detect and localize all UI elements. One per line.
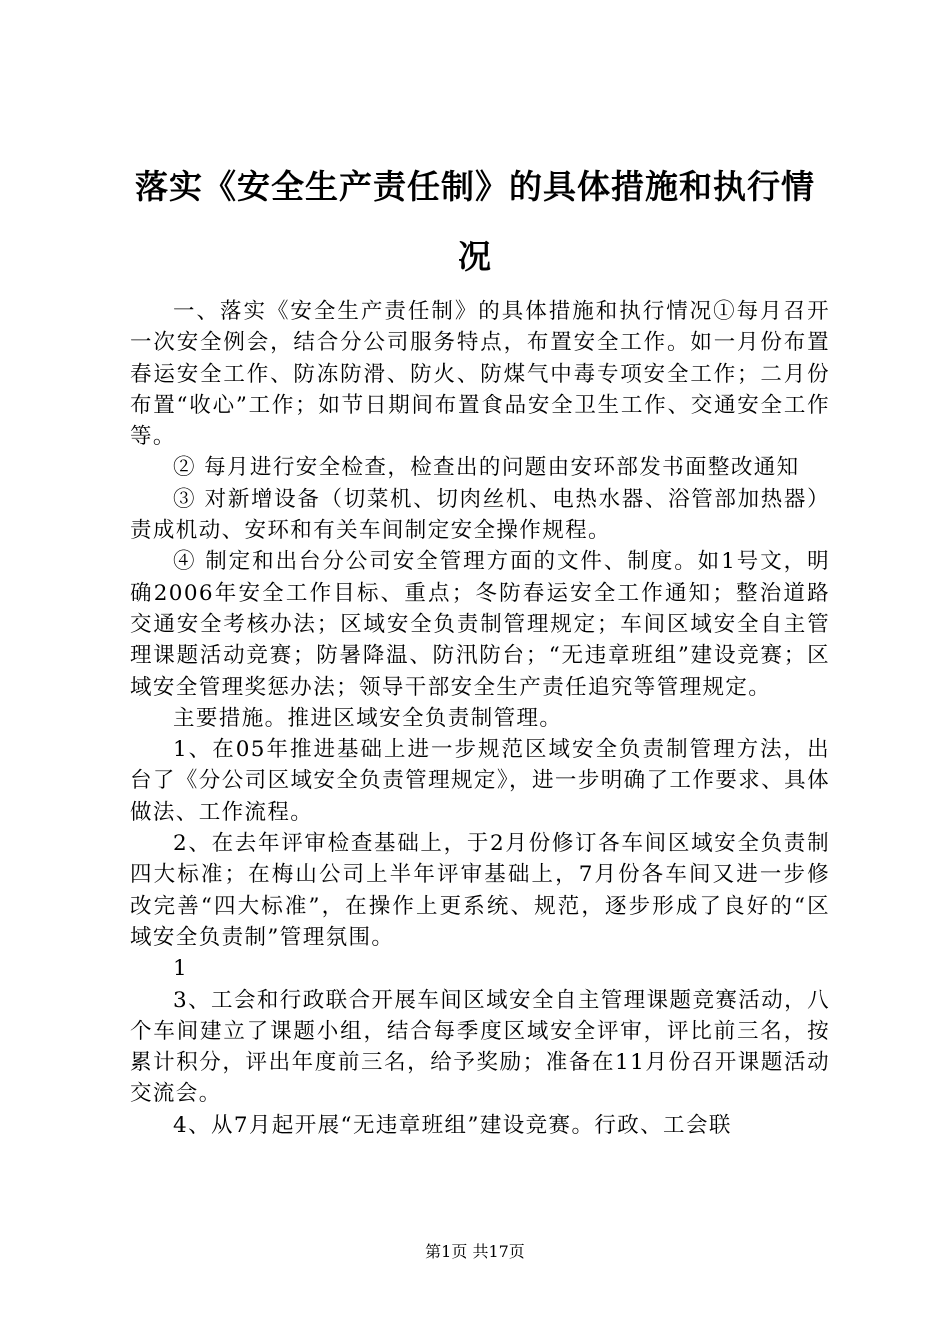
document-title: 落实《安全生产责任制》的具体措施和执行情况 <box>135 167 815 276</box>
paragraph-intro: 一、落实《安全生产责任制》的具体措施和执行情况①每月召开一次安全例会，结合分公司服务特点，布置安全工作。如一月份布置春运安全工作、防冻防滑、防火、防煤气中毒专项安全工作；二月份布置“收心”工作；如节日期间布置食品安全卫生工作、交通安全工作等。 <box>130 299 830 450</box>
inline-page-number: 1 <box>173 956 189 982</box>
paragraph-item-3: ③ 对新增设备（切菜机、切肉丝机、电热水器、浴管部加热器）责成机动、安环和有关车间制定安全操作规程。 <box>130 486 830 544</box>
paragraph-measure-4: 4、从7月起开展“无违章班组”建设竞赛。行政、工会联 <box>173 1112 732 1138</box>
paragraph-measure-3: 3、工会和行政联合开展车间区域安全自主管理课题竞赛活动，八个车间建立了课题小组，结合每季度区域安全评审，评比前三名，按累计积分，评出年度前三名，给予奖励；准备在11月份召开课题活动交流会。 <box>130 987 830 1107</box>
paragraph-measure-2: 2、在去年评审检查基础上，于2月份修订各车间区域安全负责制四大标准；在梅山公司上半年评审基础上，7月份各车间又进一步修改完善“四大标准”，在操作上更系统、规范，逐步形成了良好的“区域安全负责制”管理氛围。 <box>130 831 830 950</box>
paragraph-item-4: ④ 制定和出台分公司安全管理方面的文件、制度。如1号文，明确2006年安全工作目标、重点；冬防春运安全工作通知；整治道路交通安全考核办法；区域安全负责制管理规定；车间区域安全自主管理课题活动竞赛；防暑降温、防汛防台；“无违章班组”建设竞赛；区域安全管理奖惩办法；领导干部安全生产责任追究等管理规定。 <box>130 549 830 700</box>
paragraph-main-measures: 主要措施。推进区域安全负责制管理。 <box>173 705 563 731</box>
paragraph-item-2: ② 每月进行安全检查，检查出的问题由安环部发书面整改通知 <box>173 455 800 481</box>
page-footer: 第1页 共17页 <box>425 1242 525 1261</box>
document-body <box>130 296 830 1141</box>
paragraph-measure-1: 1、在05年推进基础上进一步规范区域安全负责制管理方法，出台了《分公司区域安全负责管理规定》，进一步明确了工作要求、具体做法、工作流程。 <box>130 737 830 825</box>
